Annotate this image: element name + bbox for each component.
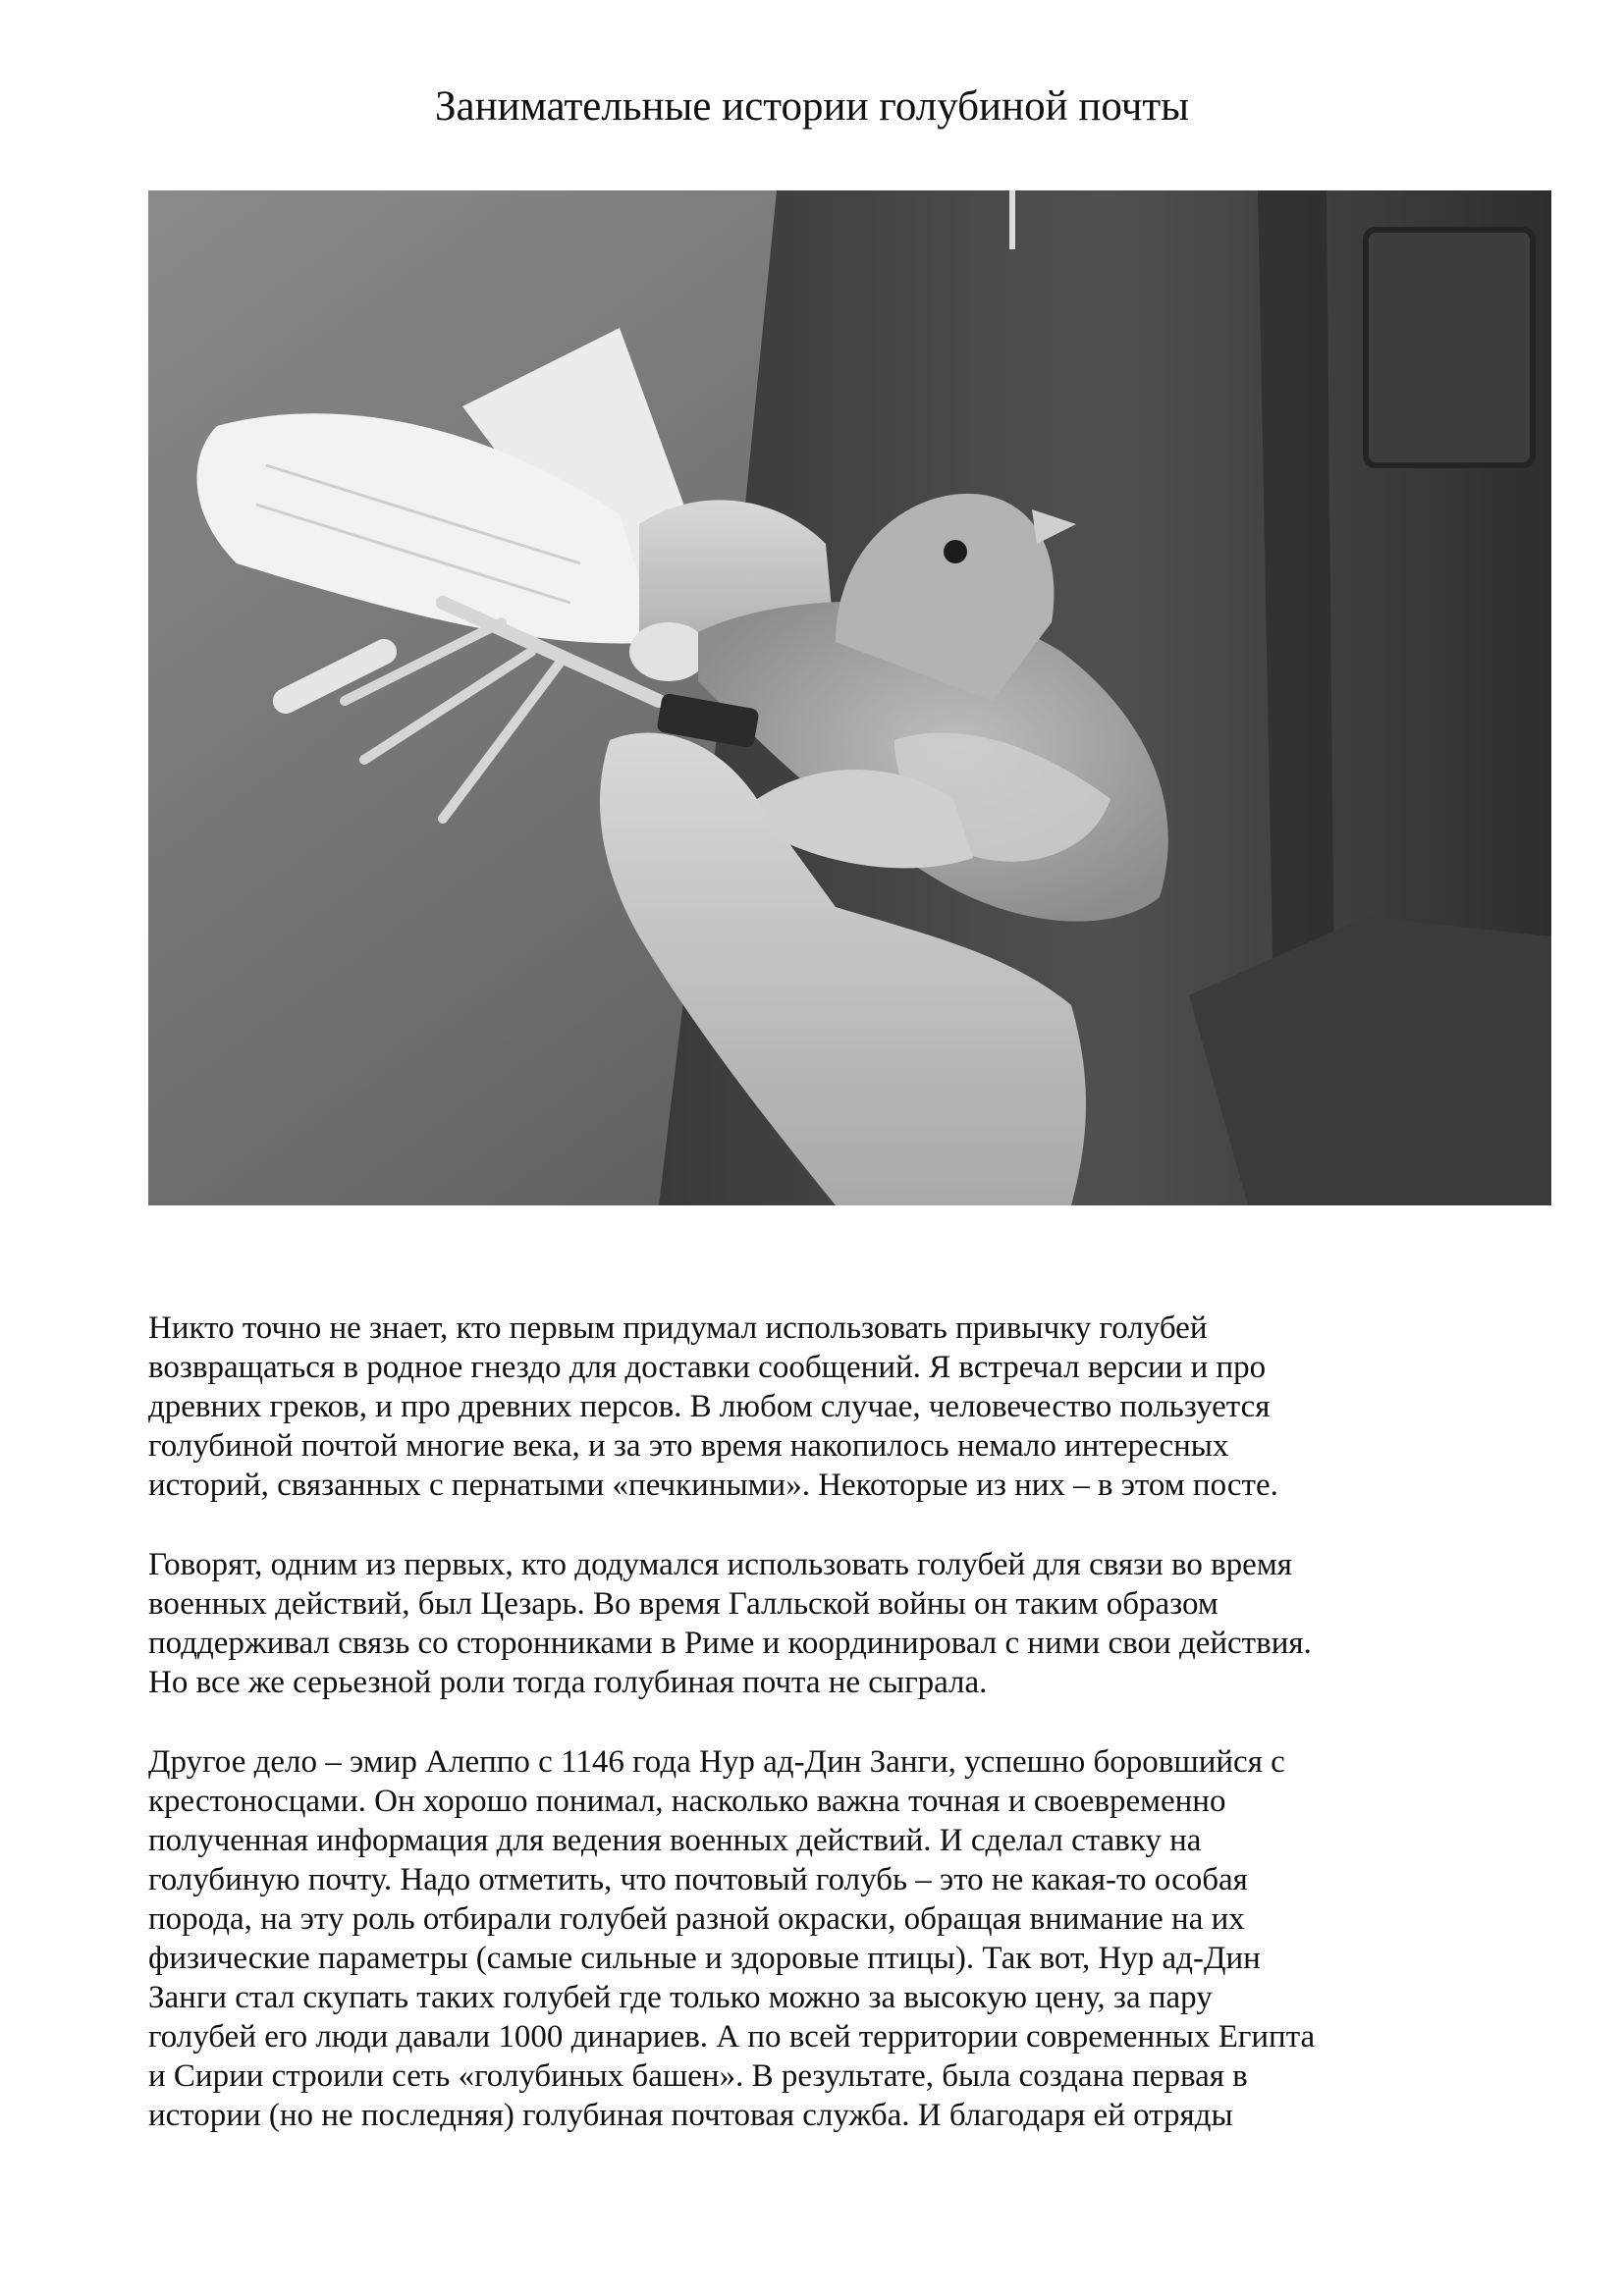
page-title: Занимательные истории голубиной почты [434, 83, 1190, 130]
paragraph-line: Никто точно не знает, кто первым придумал использовать привычку голубей [148, 1310, 1208, 1346]
pigeon-photo [148, 190, 1551, 1205]
paragraph-line: голубиной почтой многие века, и за это время накопилось немало интересных [148, 1428, 1229, 1464]
article-body [148, 1308, 1543, 2175]
paragraph-line: порода, на эту роль отбирали голубей разной окраски, обращая внимание на их [148, 1901, 1245, 1937]
paragraph-line: возвращаться в родное гнездо для доставки сообщений. Я встречал версии и про [148, 1350, 1267, 1385]
paragraph-line: Занги стал скупать таких голубей где только можно за высокую цену, за пару [148, 1980, 1213, 2015]
paragraph-line: древних греков, и про древних персов. В любом случае, человечество пользуется [148, 1389, 1271, 1424]
paragraph-2 [148, 1545, 1543, 1702]
paragraph-line: полученная информация для ведения военных действий. И сделал ставку на [148, 1823, 1202, 1858]
paragraph-line: Но все же серьезной роли тогда голубиная почта не сыграла. [148, 1665, 988, 1700]
paragraph-line: Говорят, одним из первых, кто додумался использовать голубей для связи во время [148, 1547, 1292, 1582]
paragraph-1 [148, 1308, 1543, 1505]
paragraph-line: голубиную почту. Надо отметить, что почтовый голубь – это не какая-то особая [148, 1862, 1248, 1897]
paragraph-line: Другое дело – эмир Алеппо с 1146 года Нур ад-Дин Занги, успешно боровшийся с [148, 1744, 1285, 1780]
paragraph-line: историй, связанных с пернатыми «печкиными». Некоторые из них – в этом посте. [148, 1468, 1278, 1503]
paragraph-line: поддерживал связь со сторонниками в Риме и координировал с ними свои действия. [148, 1626, 1312, 1661]
pigeon-photo-illustration [148, 190, 1551, 1205]
paragraph-line: голубей его люди давали 1000 динариев. А по всей территории современных Египта [148, 2019, 1316, 2055]
paragraph-line: и Сирии строили сеть «голубиных башен». В результате, была создана первая в [148, 2058, 1248, 2094]
paragraph-line: крестоносцами. Он хорошо понимал, насколько важна точная и своевременно [148, 1784, 1226, 1819]
paragraph-line: физические параметры (самые сильные и здоровые птицы). Так вот, Нур ад-Дин [148, 1941, 1261, 1976]
paragraph-3 [148, 1742, 1543, 2135]
paragraph-line: истории (но не последняя) голубиная почтовая служба. И благодаря ей отряды [148, 2098, 1233, 2133]
paragraph-line: военных действий, был Цезарь. Во время Галльской войны он таким образом [148, 1586, 1218, 1622]
